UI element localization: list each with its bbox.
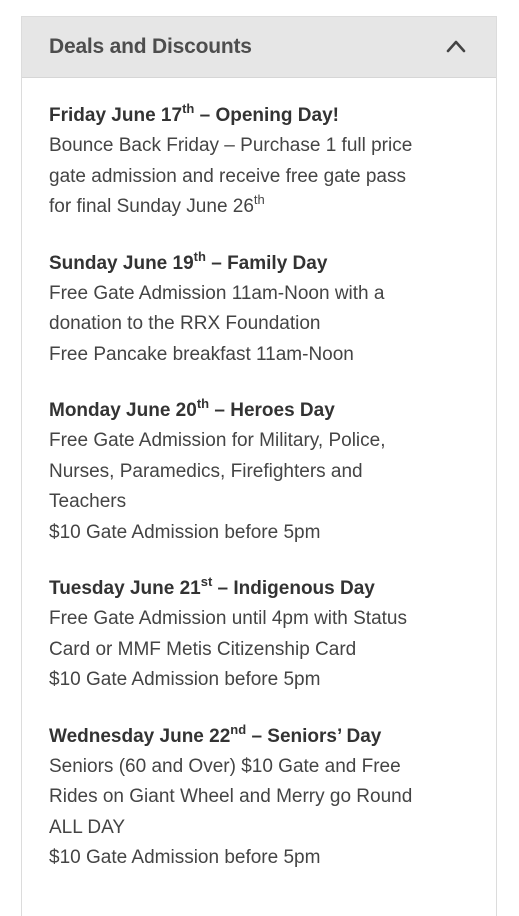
- deals-accordion: [21, 16, 497, 916]
- deal-line: donation to the RRX Foundation: [49, 313, 321, 334]
- deal-line: for final Sunday June 26th: [49, 192, 265, 217]
- deal-line: Free Gate Admission 11am-Noon with a: [49, 282, 385, 304]
- deal-item: [49, 721, 496, 874]
- deal-line: Seniors (60 and Over) $10 Gate and Free: [49, 755, 401, 777]
- chevron-up-icon[interactable]: [446, 39, 466, 53]
- deal-line: Free Gate Admission until 4pm with Status: [49, 608, 407, 629]
- deal-line: ALL DAY: [49, 816, 126, 838]
- deal-title: Sunday June 19th – Family Day: [49, 248, 328, 274]
- deal-line: Nurses, Paramedics, Firefighters and: [49, 460, 363, 482]
- deal-line: Free Gate Admission for Military, Police,: [49, 430, 386, 451]
- accordion-title: Deals and Discounts: [49, 35, 252, 58]
- accordion-header[interactable]: [22, 17, 496, 78]
- deal-line: Teachers: [49, 491, 127, 512]
- deal-line: Rides on Giant Wheel and Merry go Round: [49, 786, 413, 807]
- deal-item: [49, 573, 496, 696]
- deal-line: Bounce Back Friday – Purchase 1 full price: [49, 135, 413, 156]
- deal-line: $10 Gate Admission before 5pm: [49, 669, 321, 690]
- deal-line: Free Pancake breakfast 11am-Noon: [49, 343, 354, 365]
- deal-item: [49, 248, 496, 371]
- accordion-body: [22, 78, 496, 874]
- deal-line: gate admission and receive free gate pass: [49, 165, 406, 187]
- deal-item: [49, 100, 496, 223]
- deal-line: $10 Gate Admission before 5pm: [49, 521, 321, 543]
- deal-title: Friday June 17th – Opening Day!: [49, 101, 339, 126]
- deal-line: Card or MMF Metis Citizenship Card: [49, 638, 357, 660]
- deal-line: $10 Gate Admission before 5pm: [49, 847, 321, 868]
- deal-title: Wednesday June 22nd – Seniors’ Day: [49, 721, 382, 747]
- deal-title: Tuesday June 21st – Indigenous Day: [49, 574, 375, 599]
- deal-item: [49, 395, 496, 548]
- deal-title: Monday June 20th – Heroes Day: [49, 396, 335, 421]
